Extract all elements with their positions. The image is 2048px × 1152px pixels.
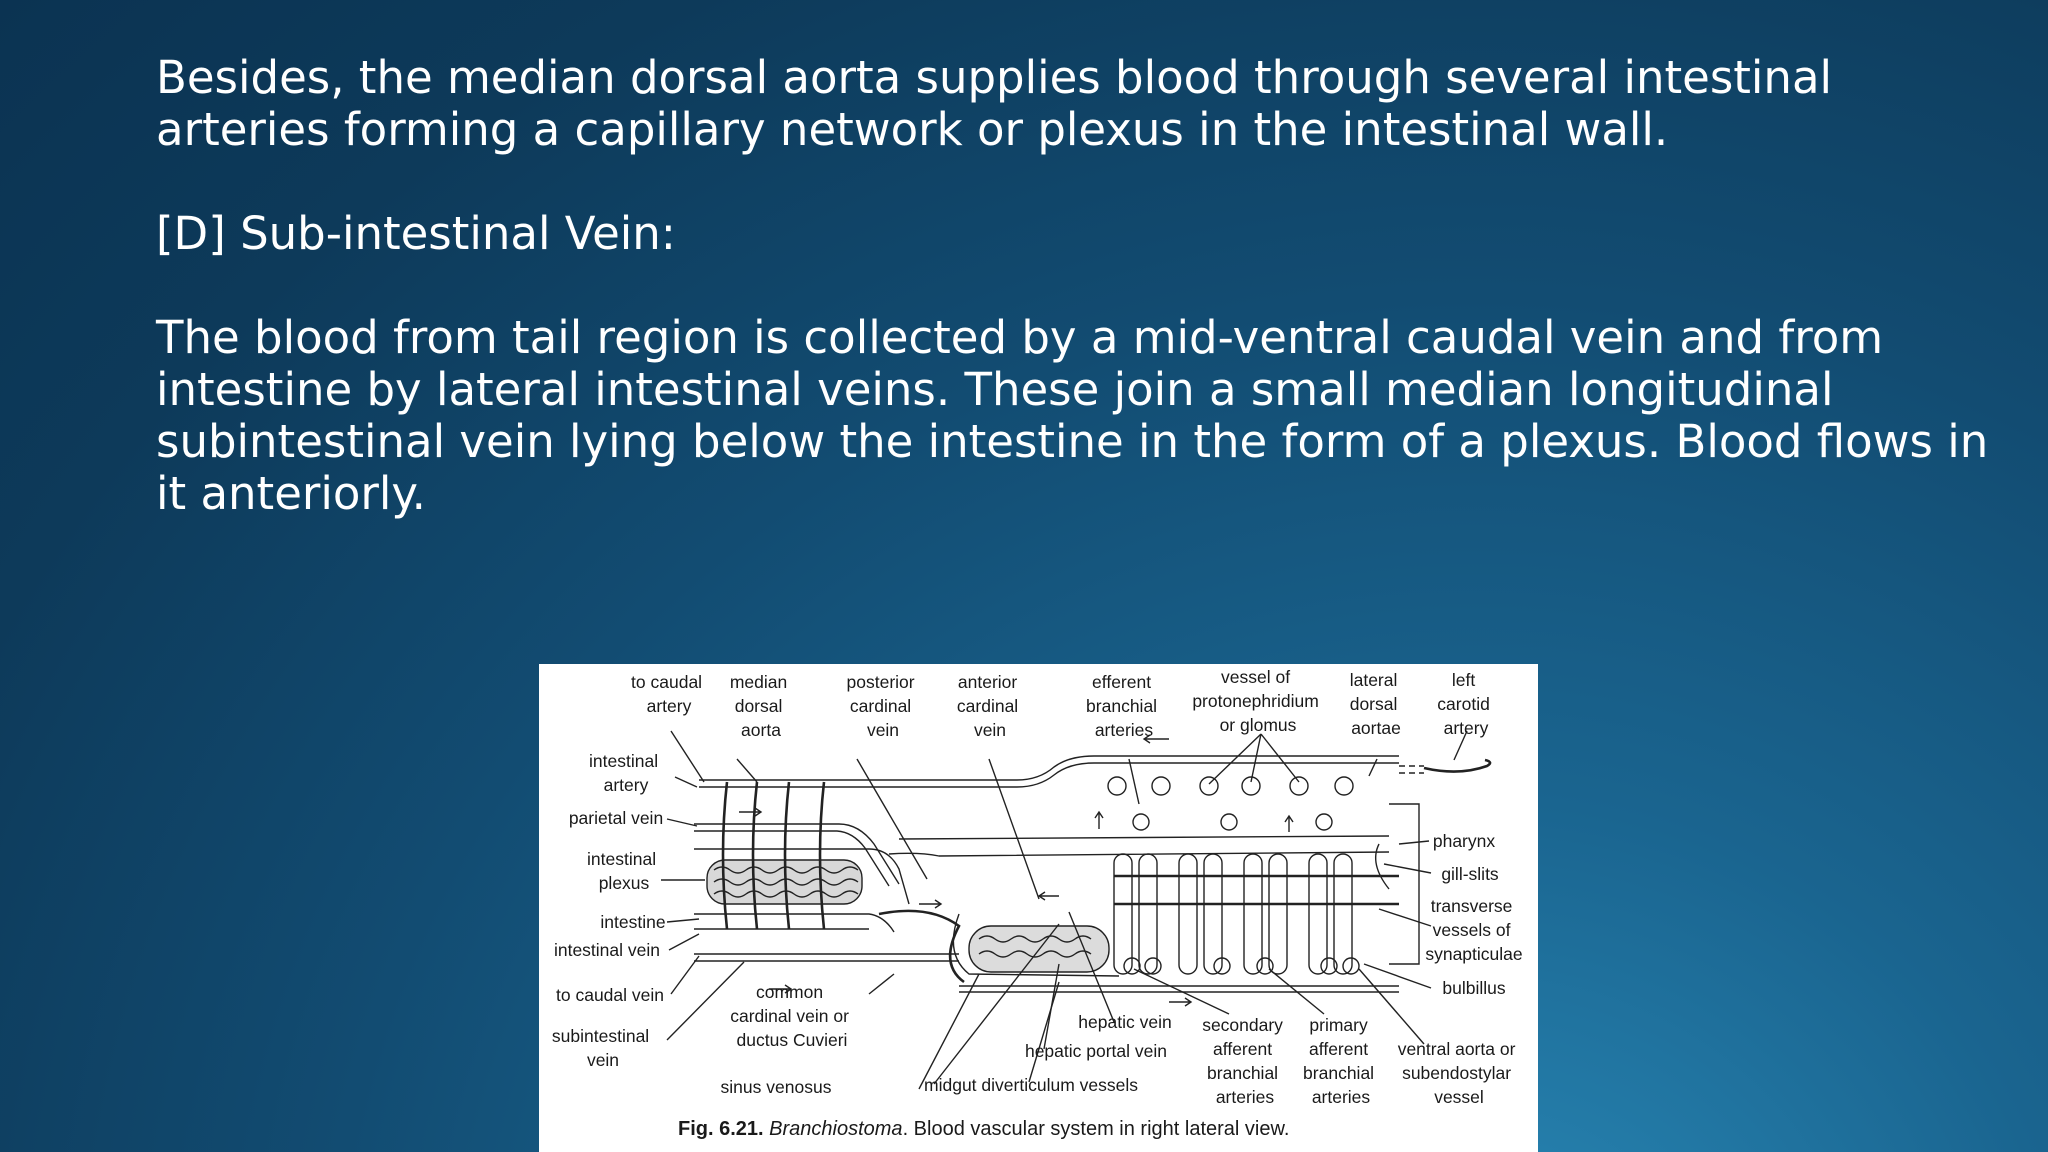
branchiostoma-figure (539, 664, 1538, 1152)
label-lateral-dorsal-aortae: lateral dorsal aortae (1349, 670, 1401, 738)
label-transverse-vessels: transverse vessels of synapticulae (1425, 896, 1523, 964)
label-midgut-diverticulum: midgut diverticulum vessels (924, 1075, 1138, 1095)
label-posterior-cardinal-vein: posterior cardinal vein (846, 672, 915, 740)
label-pharynx: pharynx (1432, 831, 1496, 851)
label-ventral-aorta: ventral aorta or subendostylar vessel (1397, 1039, 1516, 1107)
label-hepatic-portal-vein: hepatic portal vein (1024, 1041, 1168, 1061)
label-anterior-cardinal-vein: anterior cardinal vein (956, 672, 1019, 740)
figure-caption: Fig. 6.21. Branchiostoma. Blood vascular system in right lateral view. (678, 1118, 1290, 1140)
paragraph-subintestinal-vein: The blood from tail region is collected by a mid-ventral caudal vein and from intestine by lateral intestinal veins. These join a small median longitudinal subintestinal vein lying below the intestine in the form of a plexus. Blood flows in it anteriorly. (156, 311, 1989, 520)
label-subintestinal-vein: subintestinal vein (551, 1026, 650, 1070)
label-median-dorsal-aorta: median dorsal aorta (729, 672, 788, 740)
label-efferent-branchial-arteries: efferent branchial arteries (1086, 672, 1158, 740)
label-intestinal-vein: intestinal vein (553, 940, 661, 960)
label-intestinal-artery: intestinal artery (589, 751, 659, 795)
label-left-carotid-artery: left carotid artery (1437, 670, 1490, 738)
label-intestinal-plexus: intestinal plexus (587, 849, 657, 893)
label-sinus-venosus: sinus venosus (720, 1077, 832, 1097)
slide-text (156, 52, 2016, 572)
label-common-cardinal-vein: common cardinal vein or ductus Cuvieri (730, 982, 849, 1050)
label-secondary-afferent: secondary afferent branchial arteries (1202, 1015, 1283, 1107)
gill-bars (1114, 844, 1399, 974)
glomus-circles (1108, 777, 1353, 830)
section-heading-subintestinal-vein: [D] Sub-intestinal Vein: (156, 207, 676, 260)
bulbilli (1124, 958, 1359, 974)
label-hepatic-vein: hepatic vein (1078, 1012, 1172, 1032)
label-to-caudal-vein: to caudal vein (556, 985, 664, 1005)
left-labels (552, 751, 666, 1070)
vascular-diagram (539, 664, 1538, 1152)
label-primary-afferent: primary afferent branchial arteries (1303, 1015, 1375, 1107)
top-labels (631, 667, 1495, 740)
right-labels (1425, 831, 1522, 998)
label-vessel-of-protonephridium: vessel of protonephridium or glomus (1192, 667, 1319, 735)
label-bulbillus: bulbillus (1442, 978, 1506, 998)
label-intestine: intestine (600, 912, 666, 932)
paragraph-dorsal-aorta: Besides, the median dorsal aorta supplies blood through several intestinal arteries forming a capillary network or plexus in the intestinal wall. (156, 51, 1833, 156)
bottom-labels (721, 982, 1521, 1107)
label-parietal-vein: parietal vein (568, 808, 664, 828)
label-to-caudal-artery: to caudal artery (631, 672, 703, 716)
label-gill-slits: gill-slits (1441, 864, 1499, 884)
